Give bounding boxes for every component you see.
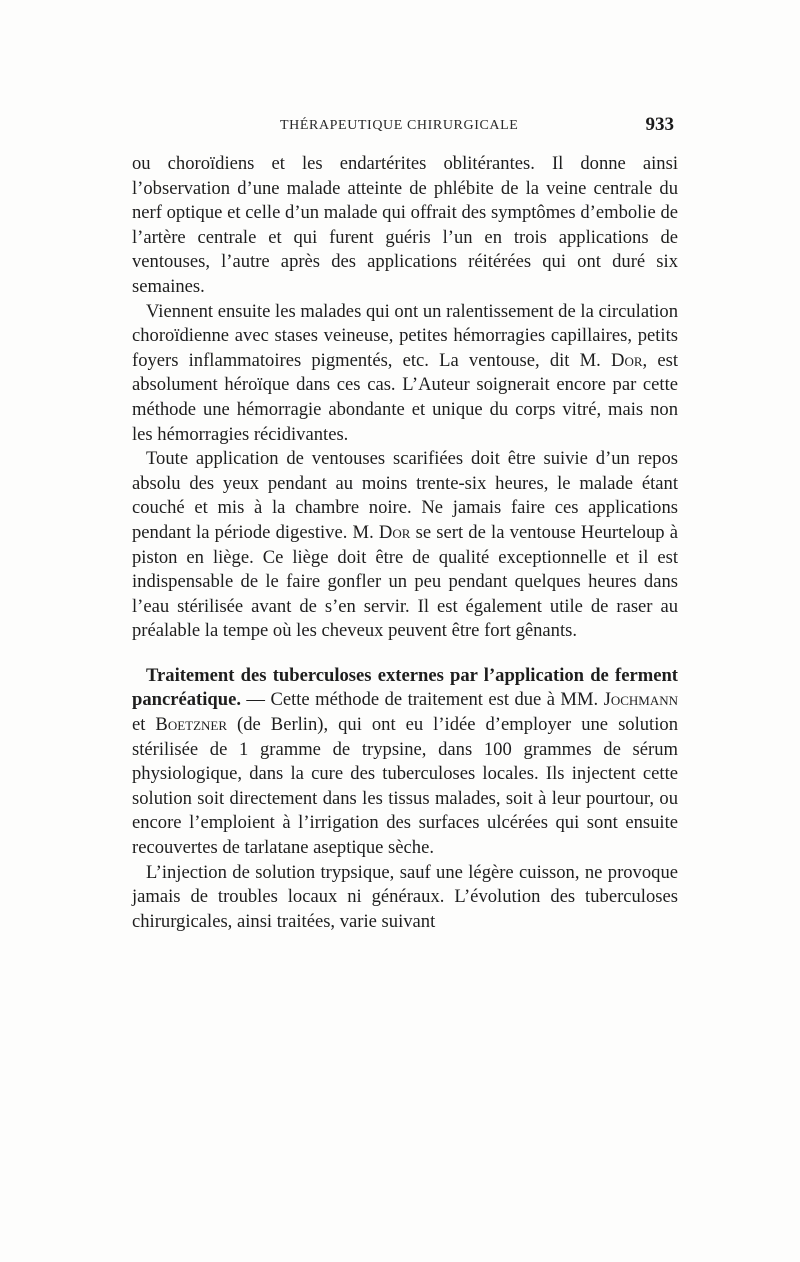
page-number: 933	[645, 114, 674, 135]
body-text	[132, 152, 678, 934]
author-name-jochmann: Jochmann	[603, 689, 678, 711]
page-header	[132, 116, 678, 140]
paragraph-3-text-a: Toute application de ventouses scarifiées doit être suivie d’un repos absolu des yeux pendant au moins trente-six heures, le malade étant couché et mis à la chambre noire. Ne jamais faire ces applications pendant la période digestive. M.	[132, 448, 678, 543]
author-name-dor: Dor	[611, 349, 643, 371]
paragraph-2-text-a: Viennent ensuite les malades qui ont un ralentissement de la circulation choroïdienne avec stases veineuse, petites hémorragies capillaires, petits foyers inflammatoires pigmentés, etc. La ventouse, dit M.	[132, 300, 678, 371]
section-title: Traitement des tuberculoses externes par l’application de ferment pancréatique.	[132, 664, 678, 711]
author-name-dor-2: Dor	[378, 521, 411, 543]
section-text-c: (de Berlin), qui ont eu l’idée d’employer une solution stérilisée de 1 gramme de trypsine, dans 100 grammes de sérum physiologique, dans la cure des tuberculoses locales. Ils injectent cette solution soit directement dans les tissus malades, soit à leur pourtour, ou encore l’emploient à l’irrigation des surfaces ulcérées qui sont ensuite recouvertes de tarlatane aseptique sèche.	[132, 714, 678, 859]
paragraph-5-text: L’injection de solution trypsique, sauf une légère cuisson, ne provoque jamais de troubles locaux ni généraux. L’évolution des tuberculoses chirurgicales, ainsi traitées, varie suivant	[132, 861, 678, 932]
section-text-b: et	[132, 714, 156, 736]
paragraph-2-text-b: , est absolument héroïque dans ces cas. L’Auteur soignerait encore par cette méthode une hémorragie abondante et unique du corps vitré, mais non les hémorragies récidivantes.	[132, 349, 678, 445]
paragraph-3	[132, 447, 678, 644]
paragraph-5	[132, 861, 678, 935]
paragraph-3-text-b: se sert de la ventouse Heurteloup à piston en liège. Ce liège doit être de qualité exceptionnelle et il est indispensable de le faire gonfler un peu pendant quelques heures dans l’eau stérilisée avant de s’en servir. Il est également utile de raser au préalable la tempe où les cheveux peuvent être fort gênants.	[132, 521, 679, 642]
paragraph-1	[132, 152, 678, 300]
paragraph-2	[132, 300, 678, 448]
running-head: THÉRAPEUTIQUE CHIRURGICALE	[280, 118, 519, 133]
section-text-a: — Cette méthode de traitement est due à MM.	[240, 689, 604, 711]
author-name-boetzner: Boetzner	[155, 714, 228, 736]
paragraph-1-text: ou choroïdiens et les endartérites oblitérantes. Il donne ainsi l’observation d’une malade atteinte de phlébite de la veine centrale du nerf optique et celle d’un malade qui offrait des symptômes d’embolie de l’artère centrale et qui furent guéris l’un en trois applications de ventouses, l’autre après des applications réitérées qui ont duré six semaines.	[132, 153, 678, 297]
section-paragraph	[132, 664, 678, 861]
